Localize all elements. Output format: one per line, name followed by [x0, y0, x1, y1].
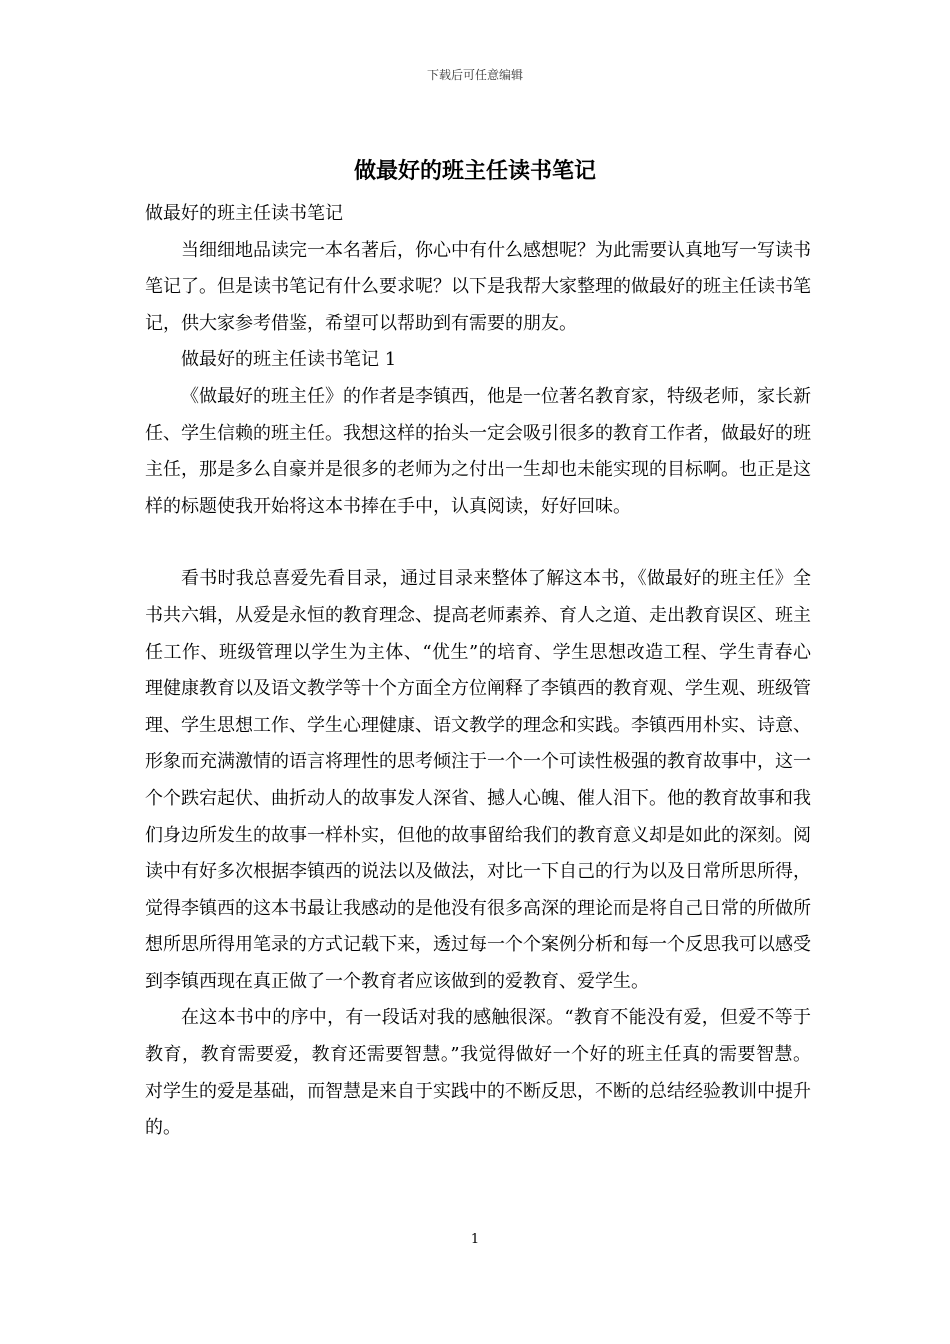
section-heading: 做最好的班主任读书笔记 1 [181, 349, 397, 371]
subtitle-paragraph: 做最好的班主任读书笔记 [145, 203, 343, 224]
body-paragraph: 看书时我总喜爱先看目录，通过目录来整体了解这本书，《做最好的班主任》全书共六辑，从爱是永恒的教育理念、提高老师素养、育人之道、走出教育误区、班主任工作、班级管理以学生为主体、“优生”的培育、学生思想改造工程、学生青春心理健康教育以及语文教学等十个方面全方位阐释了李镇西的教育观、学生观、班级管理、学生思想工作、学生心理健康、语文教学的理念和实践。李镇西用朴实、诗意、形象而充满激情的语言将理性的思考倾注于一个一个可读性极强的教育故事中，这一个个跌宕起伏、曲折动人的故事发人深省、撼人心魄、催人泪下。他的教育故事和我们身边所发生的故事一样朴实，但他的故事留给我们的教育意义却是如此的深刻。阅读中有好多次根据李镇西的说法以及做法，对比一下自己的行为以及日常所思所得，觉得李镇西的这本书最让我感动的是他没有很多高深的理论而是将自己日常的所做所想所思所得用笔录的方式记载下来，透过每一个个案例分析和每一个反思我可以感受到李镇西现在真正做了一个教育者应该做到的爱教育、爱学生。 [145, 568, 811, 992]
intro-paragraph: 当细细地品读完一本名著后，你心中有什么感想呢？为此需要认真地写一写读书笔记了。但是读书笔记有什么要求呢？以下是我帮大家整理的做最好的班主任读书笔记，供大家参考借鉴，希望可以帮助到有需要的朋友。 [145, 239, 811, 334]
page-header-note: 下载后可任意编辑 [426, 68, 523, 82]
page-number: 1 [470, 1232, 480, 1247]
document-body [145, 196, 811, 1147]
body-paragraph: 在这本书中的序中，有一段话对我的感触很深。“教育不能没有爱，但爱不等于教育，教育需要爱，教育还需要智慧。”我觉得做好一个好的班主任真的需要智慧。对学生的爱是基础，而智慧是来自于实践中的不断反思，不断的总结经验教训中提升的。 [145, 1007, 811, 1139]
body-paragraph: 《做最好的班主任》的作者是李镇西，他是一位著名教育家，特级老师，家长新任、学生信赖的班主任。我想这样的抬头一定会吸引很多的教育工作者，做最好的班主任，那是多么自豪并是很多的老师为之付出一生却也未能实现的目标啊。也正是这样的标题使我开始将这本书捧在手中，认真阅读，好好回味。 [145, 385, 811, 517]
document-title: 做最好的班主任读书笔记 [353, 158, 596, 184]
